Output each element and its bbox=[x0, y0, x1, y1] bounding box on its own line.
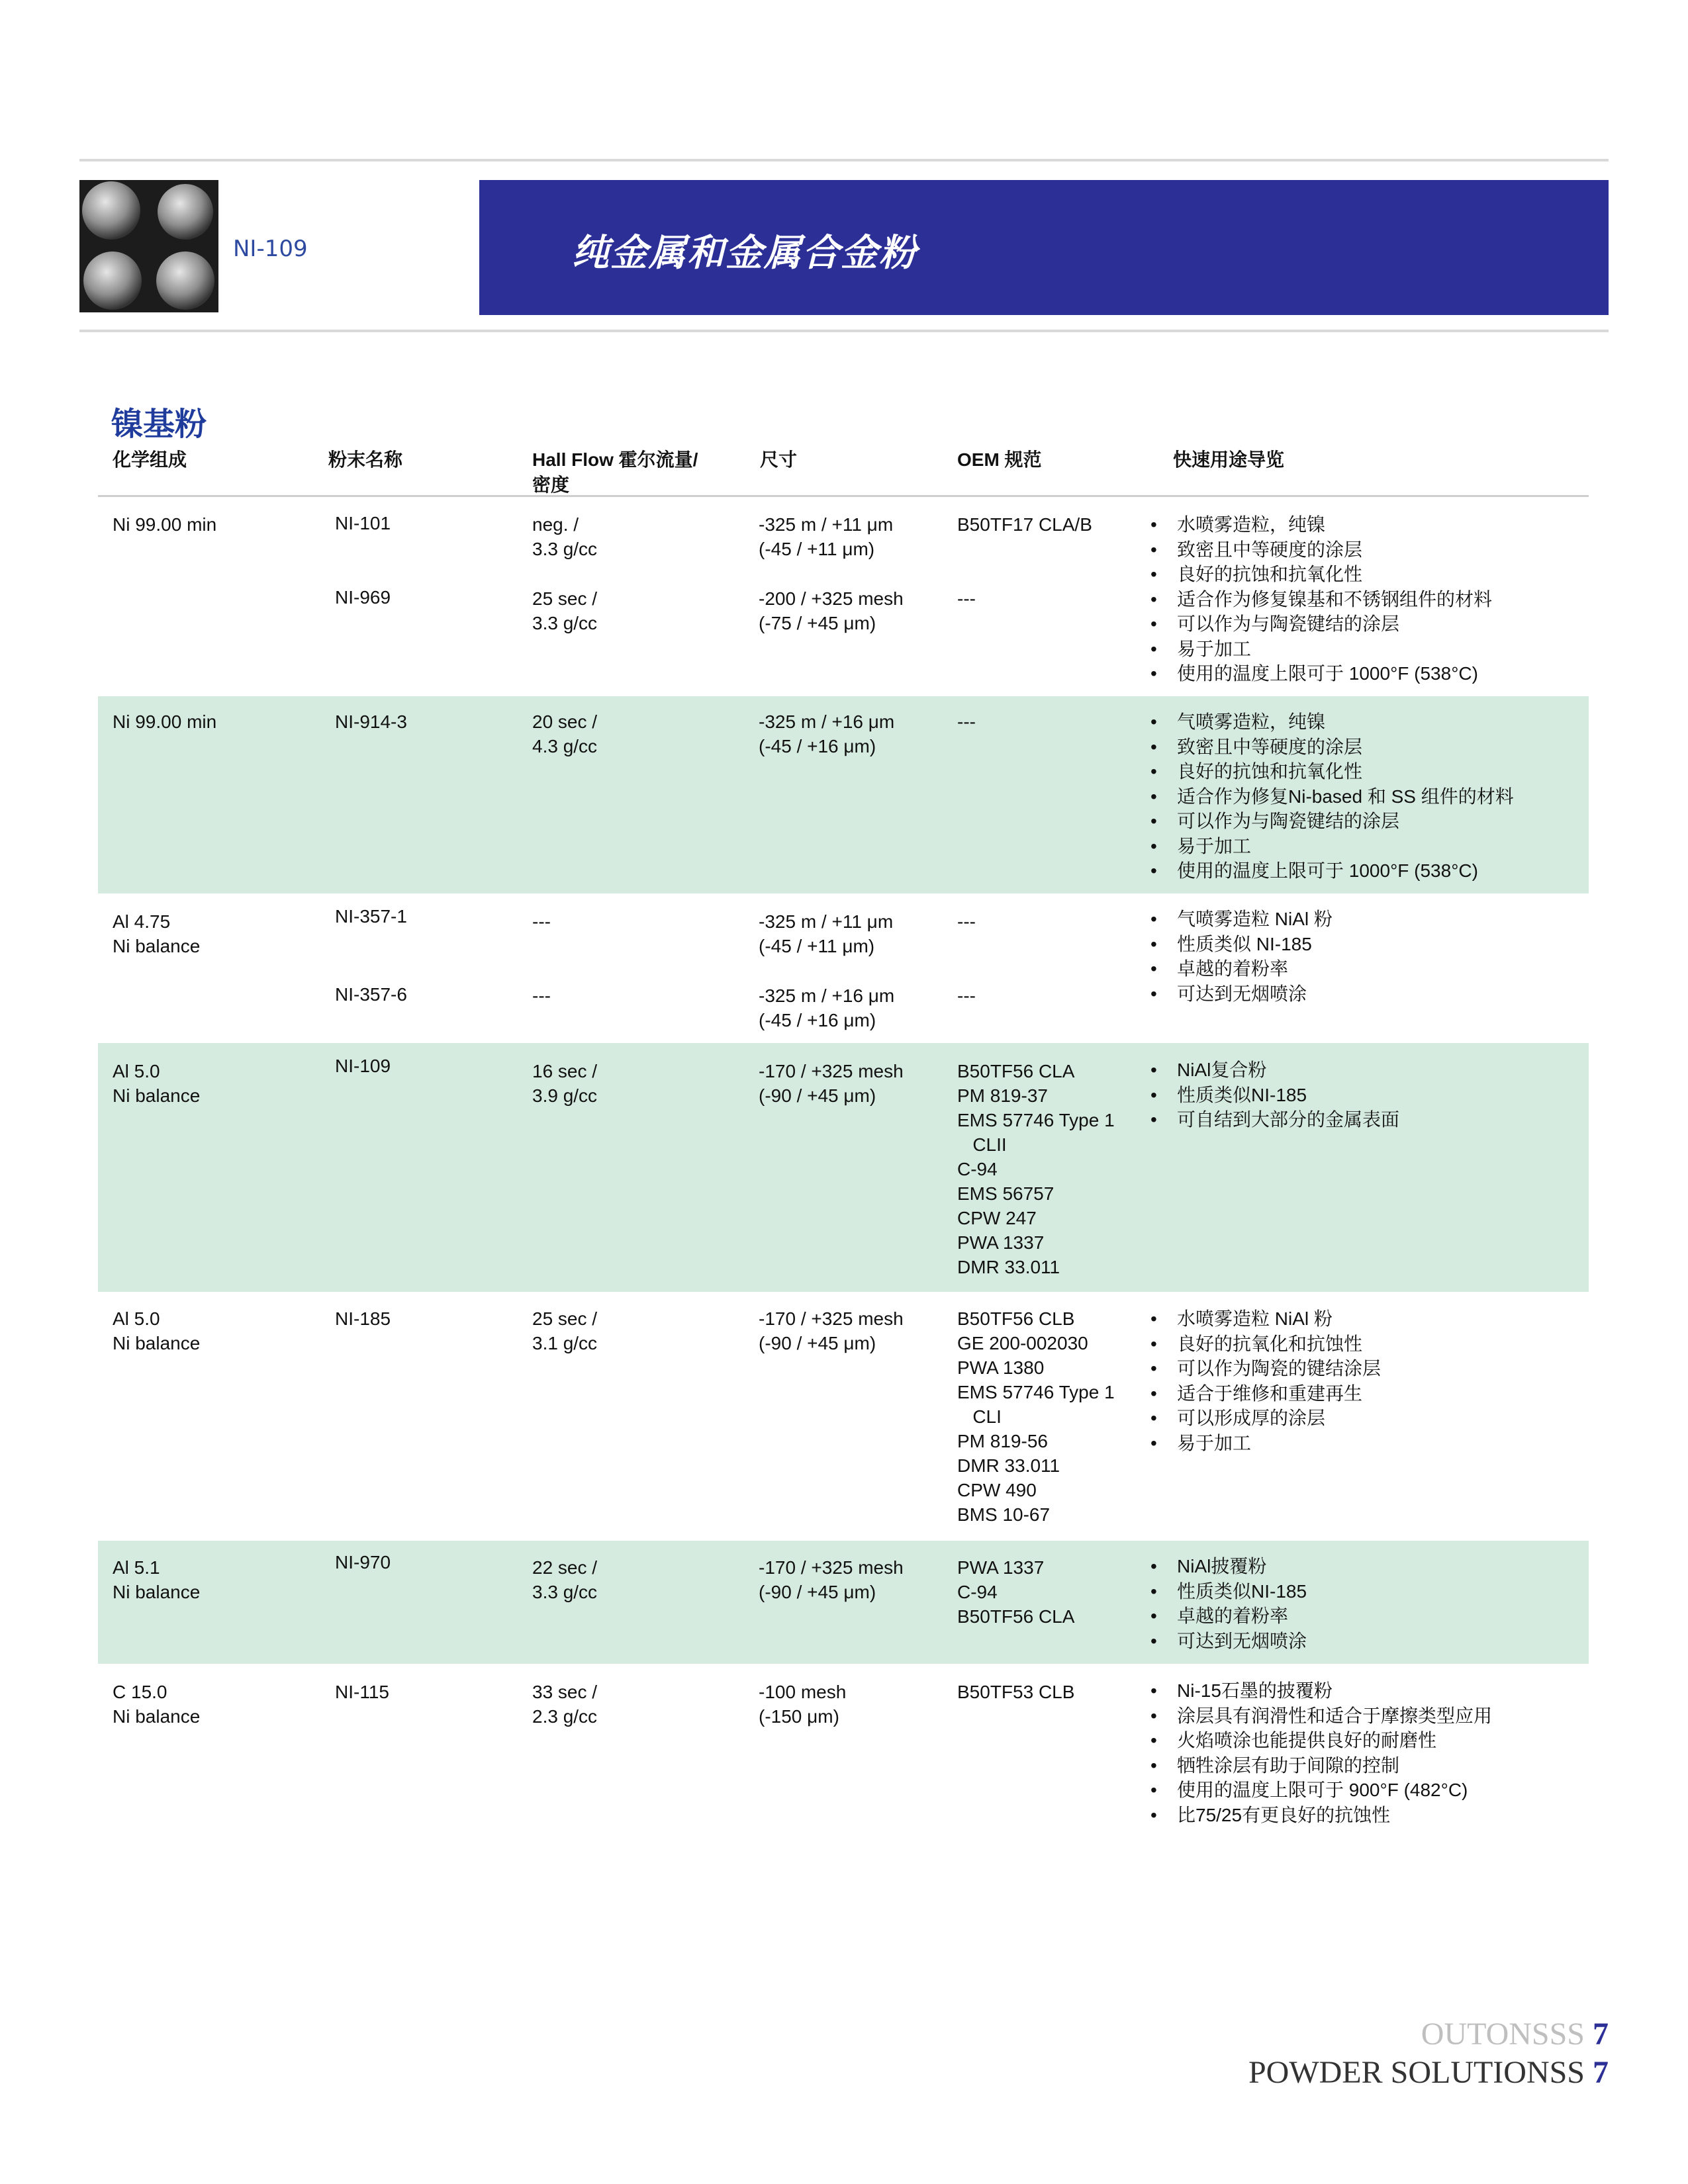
hall-flow-cell: 16 sec / 3.9 g/cc bbox=[532, 1061, 598, 1106]
uses-list bbox=[1150, 512, 1492, 686]
list-item: • 致密且中等硬度的涂层 bbox=[1150, 735, 1514, 760]
size-cell: -200 / +325 mesh (-75 / +45 μm) bbox=[759, 588, 904, 633]
section-title: 镍基粉 bbox=[111, 407, 207, 442]
list-item: • 性质类似NI-185 bbox=[1150, 1083, 1399, 1108]
col-header-oem: OEM 规范 bbox=[957, 449, 1042, 470]
oem-cell: B50TF53 CLB bbox=[957, 1682, 1075, 1702]
hall-flow-cell: --- bbox=[532, 911, 551, 932]
powder-name-cell: NI-185 bbox=[335, 1308, 391, 1329]
powder-name-cell: NI-914-3 bbox=[335, 711, 407, 732]
size-cell: -325 m / +11 μm (-45 / +11 μm) bbox=[759, 514, 894, 559]
list-item: • 使用的温度上限可于 900°F (482°C) bbox=[1150, 1778, 1492, 1803]
size-cell: -170 / +325 mesh (-90 / +45 μm) bbox=[759, 1061, 904, 1106]
list-item: • 涂层具有润滑性和适合于摩擦类型应用 bbox=[1150, 1704, 1492, 1729]
size-cell: -325 m / +11 μm (-45 / +11 μm) bbox=[759, 911, 894, 956]
list-item: • 可达到无烟喷涂 bbox=[1150, 1629, 1307, 1654]
col-header-size: 尺寸 bbox=[760, 449, 798, 470]
powder-name-cell: NI-109 bbox=[335, 1056, 391, 1076]
list-item: • 比75/25有更良好的抗蚀性 bbox=[1150, 1803, 1492, 1828]
list-item: • 火焰喷涂也能提供良好的耐磨性 bbox=[1150, 1728, 1492, 1753]
list-item: • 气喷雾造粒 NiAl 粉 bbox=[1150, 907, 1333, 932]
footer-text: OUTONSSS bbox=[1421, 2017, 1593, 2052]
uses-list bbox=[1150, 1678, 1492, 1827]
list-item: • 气喷雾造粒，纯镍 bbox=[1150, 709, 1514, 735]
list-item: • 可达到无烟喷涂 bbox=[1150, 981, 1333, 1007]
col-header-powder-name: 粉末名称 bbox=[328, 449, 403, 470]
size-cell: -325 m / +16 μm (-45 / +16 μm) bbox=[759, 711, 895, 756]
header-bottom-divider bbox=[79, 330, 1609, 332]
powder-name-cell: NI-101 bbox=[335, 513, 391, 533]
list-item: • 可以形成厚的涂层 bbox=[1150, 1406, 1381, 1431]
page-number: 7 bbox=[1593, 2017, 1609, 2052]
powder-name-cell: NI-357-1 bbox=[335, 906, 407, 927]
list-item: • 良好的抗氧化和抗蚀性 bbox=[1150, 1332, 1381, 1357]
banner-title: 纯金属和金属合金粉 bbox=[572, 232, 917, 273]
list-item: • 适合作为修复镍基和不锈钢组件的材料 bbox=[1150, 587, 1492, 612]
list-item: • 可以作为陶瓷的键结涂层 bbox=[1150, 1356, 1381, 1381]
uses-list bbox=[1150, 709, 1514, 884]
hall-flow-cell: neg. / 3.3 g/cc bbox=[532, 514, 598, 559]
oem-cell: B50TF56 CLB GE 200-002030 PWA 1380 EMS 57746 Type 1 CLI PM 819-56 DMR 33.011 CPW 490 BMS 10-67 bbox=[957, 1308, 1115, 1525]
powder-name-cell: NI-969 bbox=[335, 587, 391, 608]
composition-cell: Al 4.75 Ni balance bbox=[113, 911, 201, 956]
list-item: • 卓越的着粉率 bbox=[1150, 1604, 1307, 1629]
hall-flow-cell: 25 sec / 3.3 g/cc bbox=[532, 588, 598, 633]
list-item: • 使用的温度上限可于 1000°F (538°C) bbox=[1150, 661, 1492, 686]
hall-flow-cell: --- bbox=[532, 985, 551, 1006]
col-header-composition: 化学组成 bbox=[113, 449, 187, 470]
image-caption: NI-109 bbox=[233, 236, 308, 262]
powder-micrograph-image bbox=[79, 180, 218, 312]
list-item: • 卓越的着粉率 bbox=[1150, 956, 1333, 981]
list-item: • 良好的抗蚀和抗氧化性 bbox=[1150, 759, 1514, 784]
composition-cell: C 15.0 Ni balance bbox=[113, 1682, 201, 1727]
oem-cell: PWA 1337 C-94 B50TF56 CLA bbox=[957, 1557, 1075, 1627]
list-item: • 适合于维修和重建再生 bbox=[1150, 1381, 1381, 1406]
oem-cell: --- bbox=[957, 985, 976, 1006]
list-item: • 可以作为与陶瓷键结的涂层 bbox=[1150, 612, 1492, 637]
list-item: • 致密且中等硬度的涂层 bbox=[1150, 537, 1492, 563]
list-item: • 牺牲涂层有助于间隙的控制 bbox=[1150, 1753, 1492, 1778]
hall-flow-cell: 33 sec / 2.3 g/cc bbox=[532, 1682, 598, 1727]
list-item: • 易于加工 bbox=[1150, 1431, 1381, 1456]
powder-name-cell: NI-357-6 bbox=[335, 984, 407, 1005]
list-item: • 可以作为与陶瓷键结的涂层 bbox=[1150, 809, 1514, 834]
oem-cell: --- bbox=[957, 588, 976, 609]
list-item: • 易于加工 bbox=[1150, 834, 1514, 859]
list-item: • 良好的抗蚀和抗氧化性 bbox=[1150, 562, 1492, 587]
hall-flow-cell: 20 sec / 4.3 g/cc bbox=[532, 711, 598, 756]
list-item: • 水喷雾造粒，纯镍 bbox=[1150, 512, 1492, 537]
composition-cell: Ni 99.00 min bbox=[113, 514, 217, 535]
list-item: • 易于加工 bbox=[1150, 637, 1492, 662]
list-item: • 适合作为修复Ni-based 和 SS 组件的材料 bbox=[1150, 784, 1514, 809]
uses-list bbox=[1150, 1554, 1307, 1653]
size-cell: -170 / +325 mesh (-90 / +45 μm) bbox=[759, 1557, 904, 1602]
footer-brand bbox=[1248, 2054, 1609, 2091]
oem-cell: --- bbox=[957, 911, 976, 932]
list-item: • 可自结到大部分的金属表面 bbox=[1150, 1107, 1399, 1132]
composition-cell: Ni 99.00 min bbox=[113, 711, 217, 732]
list-item: • NiAl复合粉 bbox=[1150, 1058, 1399, 1083]
list-item: • 性质类似 NI-185 bbox=[1150, 932, 1333, 957]
list-item: • 性质类似NI-185 bbox=[1150, 1579, 1307, 1604]
uses-list bbox=[1150, 1058, 1399, 1132]
size-cell: -100 mesh (-150 μm) bbox=[759, 1682, 847, 1727]
size-cell: -170 / +325 mesh (-90 / +45 μm) bbox=[759, 1308, 904, 1353]
list-item: • 水喷雾造粒 NiAl 粉 bbox=[1150, 1306, 1381, 1332]
oem-cell: B50TF56 CLA PM 819-37 EMS 57746 Type 1 CLII C-94 EMS 56757 CPW 247 PWA 1337 DMR 33.011 bbox=[957, 1061, 1115, 1277]
top-divider bbox=[79, 159, 1609, 161]
page-number: 7 bbox=[1593, 2055, 1609, 2090]
title-banner bbox=[479, 180, 1609, 315]
col-header-uses: 快速用途导览 bbox=[1173, 449, 1285, 470]
powder-name-cell: NI-115 bbox=[335, 1682, 389, 1702]
hall-flow-cell: 25 sec / 3.1 g/cc bbox=[532, 1308, 598, 1353]
header-divider bbox=[98, 495, 1589, 497]
col-header-hall-flow: Hall Flow 霍尔流量/ 密度 bbox=[532, 449, 698, 495]
uses-list bbox=[1150, 907, 1333, 1006]
hall-flow-cell: 22 sec / 3.3 g/cc bbox=[532, 1557, 598, 1602]
list-item: • Ni-15石墨的披覆粉 bbox=[1150, 1678, 1492, 1704]
composition-cell: Al 5.1 Ni balance bbox=[113, 1557, 201, 1602]
powder-name-cell: NI-970 bbox=[335, 1552, 391, 1572]
composition-cell: Al 5.0 Ni balance bbox=[113, 1308, 201, 1353]
list-item: • 使用的温度上限可于 1000°F (538°C) bbox=[1150, 858, 1514, 884]
size-cell: -325 m / +16 μm (-45 / +16 μm) bbox=[759, 985, 895, 1030]
footer-brand-faint bbox=[1421, 2016, 1609, 2053]
composition-cell: Al 5.0 Ni balance bbox=[113, 1061, 201, 1106]
footer-text: POWDER SOLUTIONSS bbox=[1248, 2055, 1593, 2090]
oem-cell: B50TF17 CLA/B bbox=[957, 514, 1092, 535]
oem-cell: --- bbox=[957, 711, 976, 732]
uses-list bbox=[1150, 1306, 1381, 1455]
list-item: • NiAl披覆粉 bbox=[1150, 1554, 1307, 1579]
